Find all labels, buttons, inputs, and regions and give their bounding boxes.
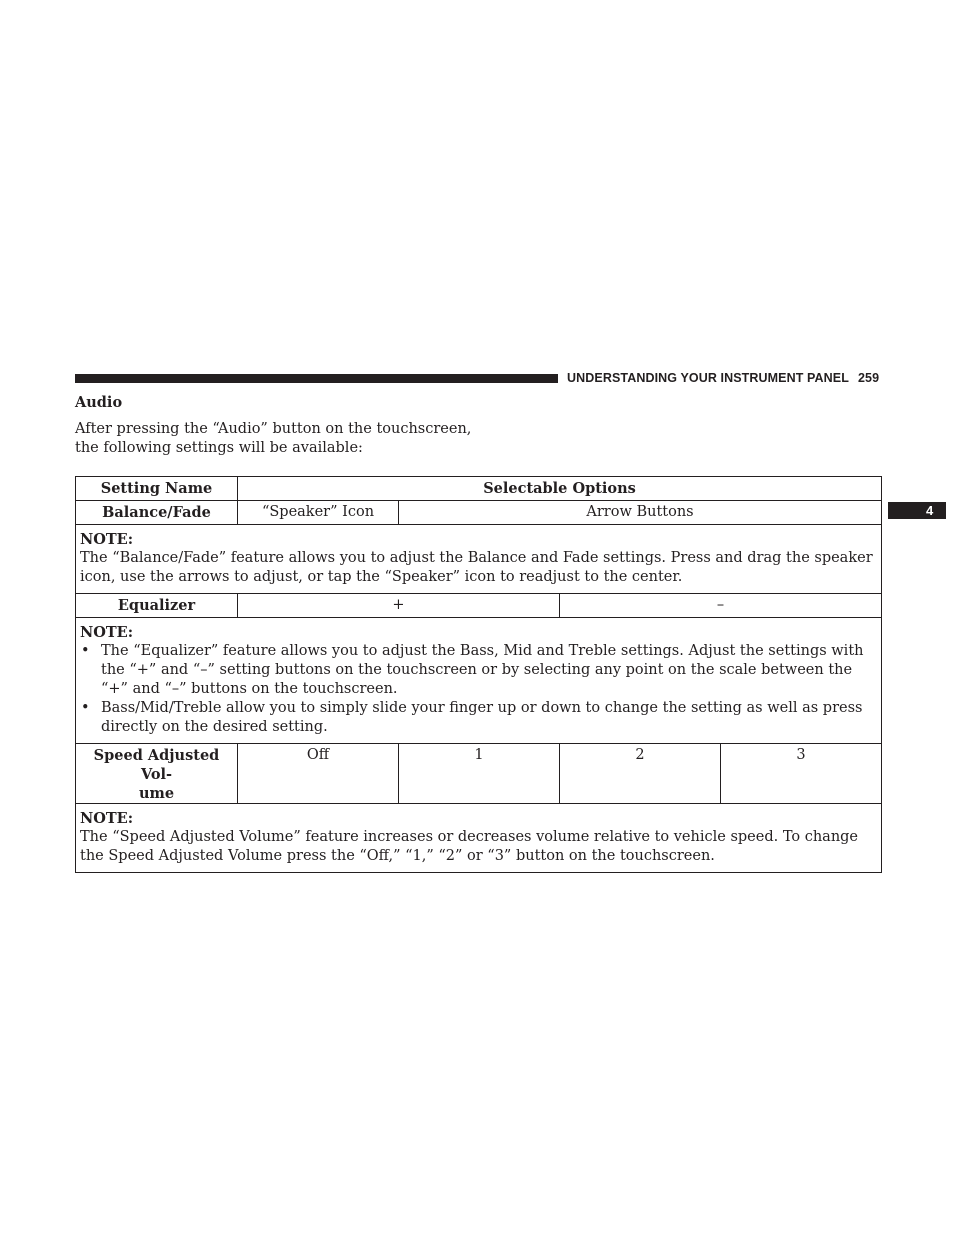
note-label: NOTE:	[80, 531, 134, 548]
speed-adjusted-volume-option-3: 3	[721, 744, 882, 804]
speed-adjusted-volume-note	[76, 804, 882, 873]
equalizer-note	[76, 618, 882, 744]
speed-adjusted-volume-row	[76, 744, 882, 804]
speed-adjusted-volume-name: Speed Adjusted Vol- ume	[76, 744, 238, 804]
balance-fade-option-speaker-icon: “Speaker” Icon	[238, 501, 399, 525]
audio-settings-table	[75, 476, 882, 873]
note-label: NOTE:	[80, 624, 134, 641]
speed-adjusted-volume-note-row	[76, 804, 882, 873]
equalizer-row	[76, 594, 882, 618]
page-number: 259	[857, 371, 880, 385]
balance-fade-note-row	[76, 525, 882, 594]
speed-adjusted-volume-option-off: Off	[238, 744, 399, 804]
balance-fade-option-arrow-buttons: Arrow Buttons	[399, 501, 882, 525]
balance-fade-note	[76, 525, 882, 594]
intro-paragraph: After pressing the “Audio” button on the touchscreen, the following settings will be available:	[75, 421, 472, 456]
equalizer-note-list	[80, 642, 875, 737]
list-item: • The “Equalizer” feature allows you to adjust the Bass, Mid and Treble settings. Adjust the settings with the “+” and “–” setting buttons on the touchscreen or by selecting any point on the scale between the “+” and “–” buttons on the touchscreen.	[80, 642, 875, 699]
header-selectable-options: Selectable Options	[238, 477, 882, 501]
equalizer-option-minus: –	[560, 594, 882, 618]
chapter-tab: 4	[888, 502, 946, 519]
note-text: The “Balance/Fade” feature allows you to adjust the Balance and Fade settings. Press and drag the speaker icon, use the arrows to adjust, or tap the “Speaker” icon to readjust to the center.	[80, 550, 873, 585]
speed-adjusted-volume-option-2: 2	[560, 744, 721, 804]
header-setting-name: Setting Name	[76, 477, 238, 501]
note-text: The “Speed Adjusted Volume” feature increases or decreases volume relative to vehicle speed. To change the Speed Adjusted Volume press the “Off,” “1,” “2” or “3” button on the touchscreen.	[80, 829, 859, 864]
balance-fade-row	[76, 501, 882, 525]
equalizer-option-plus: +	[238, 594, 560, 618]
running-header	[567, 371, 879, 385]
speed-adjusted-volume-option-1: 1	[399, 744, 560, 804]
header-rule	[75, 374, 558, 383]
table-header-row	[76, 477, 882, 501]
note-label: NOTE:	[80, 810, 134, 827]
balance-fade-name: Balance/Fade	[76, 501, 238, 525]
equalizer-name: Equalizer	[76, 594, 238, 618]
section-title: Audio	[75, 394, 123, 411]
equalizer-note-row	[76, 618, 882, 744]
running-header-title: UNDERSTANDING YOUR INSTRUMENT PANEL	[567, 371, 849, 385]
list-item: • Bass/Mid/Treble allow you to simply slide your finger up or down to change the setting as well as press directly on the desired setting.	[80, 699, 875, 737]
